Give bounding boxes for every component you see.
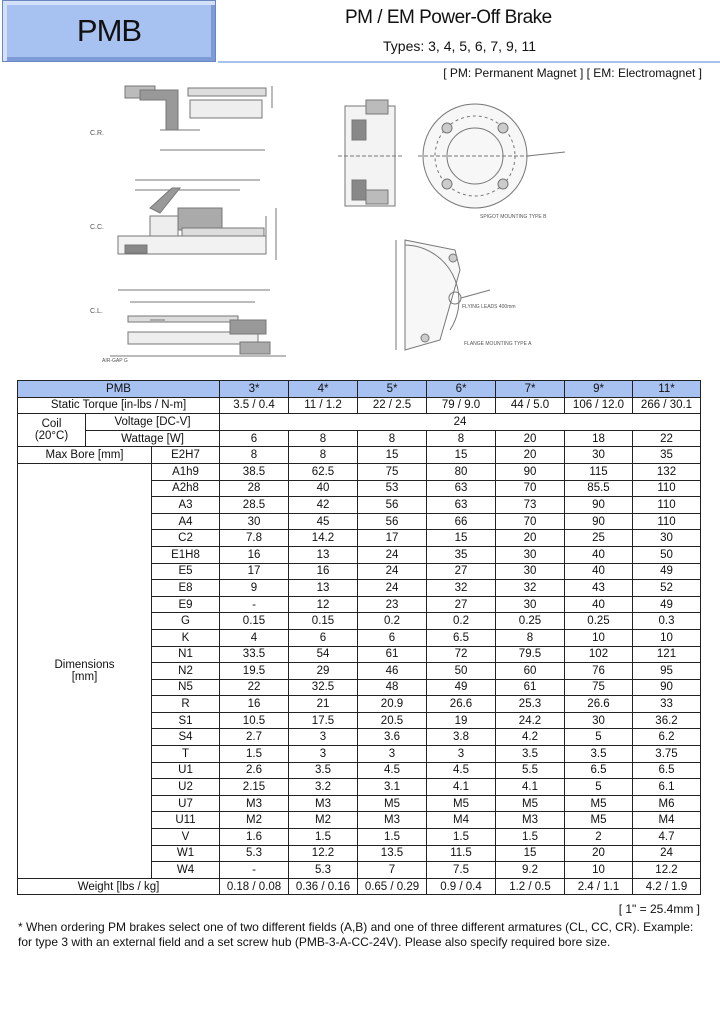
wattage-value: 6	[220, 430, 289, 447]
dimension-value: 3.6	[358, 729, 427, 746]
dimension-value: 4	[220, 629, 289, 646]
size-header: 5*	[358, 381, 427, 398]
dimension-value: 13.5	[358, 845, 427, 862]
dimension-value: 4.5	[358, 762, 427, 779]
dimension-value: 2.15	[220, 779, 289, 796]
dimension-value: 21	[289, 696, 358, 713]
dimension-value: 3.8	[427, 729, 496, 746]
dimension-value: 40	[565, 546, 633, 563]
max-bore-value: 8	[289, 447, 358, 464]
spec-table	[17, 380, 701, 895]
dimension-symbol: W1	[152, 845, 220, 862]
weight-value: 1.2 / 0.5	[496, 878, 565, 895]
dimension-value: 35	[427, 546, 496, 563]
dimension-value: 0.25	[496, 613, 565, 630]
dimension-value: 62.5	[289, 463, 358, 480]
weight-value: 0.36 / 0.16	[289, 878, 358, 895]
dimension-symbol: S4	[152, 729, 220, 746]
label-flying-leads: FLYING LEADS 400mm	[462, 304, 516, 310]
dimension-value: 20.5	[358, 712, 427, 729]
dimension-value: 19.5	[220, 663, 289, 680]
dimension-value: 19	[427, 712, 496, 729]
wattage-label: Wattage [W]	[86, 430, 220, 447]
dimension-value: 12.2	[289, 845, 358, 862]
dimension-value: M5	[427, 795, 496, 812]
weight-label: Weight [lbs / kg]	[18, 878, 220, 895]
dimension-value: 26.6	[565, 696, 633, 713]
wattage-value: 8	[289, 430, 358, 447]
dimension-value: 40	[289, 480, 358, 497]
dimension-value: 1.5	[427, 829, 496, 846]
weight-value: 0.65 / 0.29	[358, 878, 427, 895]
dimension-value: 10	[565, 862, 633, 879]
label-cc: C.C.	[90, 224, 104, 231]
torque-value: 79 / 9.0	[427, 397, 496, 414]
dimension-value: 16	[289, 563, 358, 580]
dimension-value: 1.5	[289, 829, 358, 846]
dimension-value: 27	[427, 596, 496, 613]
max-bore-value: 8	[220, 447, 289, 464]
dimension-value: 24.2	[496, 712, 565, 729]
dimension-value: 9	[220, 580, 289, 597]
label-spigot: SPIGOT MOUNTING TYPE B	[480, 214, 547, 220]
dimension-value: 7.5	[427, 862, 496, 879]
dimension-value: 6.1	[633, 779, 701, 796]
label-cl: C.L.	[90, 308, 103, 315]
dimension-symbol: U7	[152, 795, 220, 812]
drawing-side	[338, 100, 402, 206]
dimension-value: 75	[358, 463, 427, 480]
coil-label	[18, 414, 86, 447]
dimension-value: 45	[289, 513, 358, 530]
dimension-value: 90	[565, 497, 633, 514]
dimension-symbol: W4	[152, 862, 220, 879]
dimension-value: 6.2	[633, 729, 701, 746]
dimension-value: 115	[565, 463, 633, 480]
dimension-value: M4	[633, 812, 701, 829]
size-header: 6*	[427, 381, 496, 398]
dimension-value: 49	[427, 679, 496, 696]
dimension-value: 60	[496, 663, 565, 680]
max-bore-value: 35	[633, 447, 701, 464]
unit-conversion: [ 1" = 25.4mm ]	[618, 902, 700, 916]
dimension-value: 6.5	[633, 762, 701, 779]
dimension-value: 16	[220, 696, 289, 713]
dimension-value: 30	[496, 596, 565, 613]
dimension-value: 10	[633, 629, 701, 646]
dimension-value: 3.2	[289, 779, 358, 796]
max-bore-label: Max Bore [mm]	[18, 447, 152, 464]
dimension-value: 17	[358, 530, 427, 547]
dimension-row	[18, 463, 701, 480]
dimension-value: 15	[427, 530, 496, 547]
dimension-value: 16	[220, 546, 289, 563]
dimension-value: 7.8	[220, 530, 289, 547]
max-bore-row	[18, 447, 701, 464]
dimension-value: 80	[427, 463, 496, 480]
dimension-value: 28.5	[220, 497, 289, 514]
dimension-value: 79.5	[496, 646, 565, 663]
dimension-value: 38.5	[220, 463, 289, 480]
dimension-value: 6.5	[565, 762, 633, 779]
legend: [ PM: Permanent Magnet ] [ EM: Electromagnet ]	[443, 66, 702, 80]
dimension-symbol: K	[152, 629, 220, 646]
dimension-value: M6	[633, 795, 701, 812]
dimension-value: 13	[289, 546, 358, 563]
dimension-value: M5	[358, 795, 427, 812]
dimension-symbol: T	[152, 746, 220, 763]
dimension-value: M3	[358, 812, 427, 829]
dimension-value: 75	[565, 679, 633, 696]
dimension-value: 32	[427, 580, 496, 597]
dimension-value: M4	[427, 812, 496, 829]
dimension-value: 5	[565, 729, 633, 746]
size-header: 9*	[565, 381, 633, 398]
dimension-value: 3.75	[633, 746, 701, 763]
dimension-value: 29	[289, 663, 358, 680]
dimension-value: 3.5	[565, 746, 633, 763]
dimension-value: M5	[565, 795, 633, 812]
dimension-symbol: U1	[152, 762, 220, 779]
dimension-value: 85.5	[565, 480, 633, 497]
dimension-value: 2.6	[220, 762, 289, 779]
dimension-symbol: E5	[152, 563, 220, 580]
dimension-value: 56	[358, 497, 427, 514]
torque-value: 3.5 / 0.4	[220, 397, 289, 414]
dimension-value: 40	[565, 596, 633, 613]
ordering-note: * When ordering PM brakes select one of two different fields (A,B) and one of three different armatures (CL, CC, CR). Example: for type 3 with an external field and a set screw hub (PMB-3-A-CC-24V). Please also specify required bore size.	[18, 920, 694, 949]
dimension-value: 14.2	[289, 530, 358, 547]
torque-value: 22 / 2.5	[358, 397, 427, 414]
dimension-symbol: R	[152, 696, 220, 713]
dimension-value: 121	[633, 646, 701, 663]
dimension-value: 48	[358, 679, 427, 696]
dimension-value: 95	[633, 663, 701, 680]
table-header-row	[18, 381, 701, 398]
label-cr: C.R.	[90, 130, 104, 137]
dimension-value: 4.5	[427, 762, 496, 779]
dimension-value: 8	[496, 629, 565, 646]
torque-value: 44 / 5.0	[496, 397, 565, 414]
dimension-value: 50	[633, 546, 701, 563]
dimension-symbol: N2	[152, 663, 220, 680]
dimension-value: 1.5	[358, 829, 427, 846]
dimension-value: 0.2	[358, 613, 427, 630]
dimension-value: 30	[496, 563, 565, 580]
drawing-spigot	[418, 104, 565, 208]
dimension-value: 43	[565, 580, 633, 597]
dimension-value: M5	[565, 812, 633, 829]
dimension-value: 27	[427, 563, 496, 580]
dimension-value: 15	[496, 845, 565, 862]
dimension-value: 46	[358, 663, 427, 680]
dimension-value: 33	[633, 696, 701, 713]
wattage-value: 8	[358, 430, 427, 447]
size-header: 4*	[289, 381, 358, 398]
dimension-value: 90	[496, 463, 565, 480]
dimension-value: 6	[289, 629, 358, 646]
weight-value: 0.9 / 0.4	[427, 878, 496, 895]
dimension-symbol: U11	[152, 812, 220, 829]
dimension-value: 24	[633, 845, 701, 862]
wattage-value: 8	[427, 430, 496, 447]
dimension-value: 30	[496, 546, 565, 563]
dimension-value: 3	[358, 746, 427, 763]
dimension-value: 110	[633, 497, 701, 514]
dimension-value: 24	[358, 580, 427, 597]
dimension-value: 24	[358, 546, 427, 563]
drawing-cl	[110, 290, 286, 356]
dimension-value: 0.15	[220, 613, 289, 630]
dimension-value: 2	[565, 829, 633, 846]
dimension-value: 73	[496, 497, 565, 514]
dimension-symbol: A2h8	[152, 480, 220, 497]
voltage-value: 24	[220, 414, 701, 431]
dimension-value: 12	[289, 596, 358, 613]
dimension-value: 63	[427, 480, 496, 497]
dimension-value: 1.5	[220, 746, 289, 763]
voltage-label: Voltage [DC-V]	[86, 414, 220, 431]
dimension-value: 0.3	[633, 613, 701, 630]
wattage-row	[18, 430, 701, 447]
dimension-value: 5	[565, 779, 633, 796]
drawing-cc	[118, 180, 276, 260]
page-title: PM / EM Power-Off Brake	[345, 7, 552, 28]
size-header: 11*	[633, 381, 701, 398]
max-bore-value: 20	[496, 447, 565, 464]
dimension-value: 3	[289, 746, 358, 763]
dimension-value: 70	[496, 480, 565, 497]
types-line: Types: 3, 4, 5, 6, 7, 9, 11	[383, 38, 537, 54]
drawing-cr	[125, 86, 272, 150]
dimension-value: 4.7	[633, 829, 701, 846]
dimension-value: M2	[289, 812, 358, 829]
dimension-value: 63	[427, 497, 496, 514]
dimensions-label	[18, 463, 152, 878]
dimensions-label-2: [mm]	[71, 670, 98, 683]
dimension-value: 24	[358, 563, 427, 580]
dimension-value: 22	[220, 679, 289, 696]
dimension-value: 66	[427, 513, 496, 530]
dimension-value: M5	[496, 795, 565, 812]
label-air-gap: AIR-GAP G	[102, 358, 128, 364]
torque-value: 11 / 1.2	[289, 397, 358, 414]
torque-value: 106 / 12.0	[565, 397, 633, 414]
dimension-value: 90	[565, 513, 633, 530]
product-code-tab	[2, 0, 216, 62]
dimension-value: 17.5	[289, 712, 358, 729]
dimension-value: 72	[427, 646, 496, 663]
dimension-value: 132	[633, 463, 701, 480]
max-bore-value: 30	[565, 447, 633, 464]
dimension-value: 3.5	[496, 746, 565, 763]
dimension-value: 10	[565, 629, 633, 646]
weight-value: 4.2 / 1.9	[633, 878, 701, 895]
dimension-symbol: E8	[152, 580, 220, 597]
dimension-value: 4.2	[496, 729, 565, 746]
dimension-value: M3	[289, 795, 358, 812]
product-code: PMB	[76, 13, 142, 48]
torque-value: 266 / 30.1	[633, 397, 701, 414]
dimension-value: 110	[633, 513, 701, 530]
dimension-value: 52	[633, 580, 701, 597]
dimension-value: 28	[220, 480, 289, 497]
dimension-value: 5.3	[220, 845, 289, 862]
dimension-value: M3	[496, 812, 565, 829]
dimension-symbol: E9	[152, 596, 220, 613]
dimension-value: 5.5	[496, 762, 565, 779]
dimension-symbol: N1	[152, 646, 220, 663]
dimension-value: 6.5	[427, 629, 496, 646]
dimension-value: 11.5	[427, 845, 496, 862]
dimension-value: 10.5	[220, 712, 289, 729]
dimension-symbol: N5	[152, 679, 220, 696]
header-label: PMB	[18, 381, 220, 398]
dimension-value: 4.1	[427, 779, 496, 796]
dimension-value: 102	[565, 646, 633, 663]
dimension-value: 32.5	[289, 679, 358, 696]
dimension-value: 3	[289, 729, 358, 746]
dimension-symbol: A1h9	[152, 463, 220, 480]
voltage-row	[18, 414, 701, 431]
size-header: 3*	[220, 381, 289, 398]
wattage-value: 18	[565, 430, 633, 447]
coil-label-2: (20°C)	[34, 430, 69, 443]
dimension-value: 0.2	[427, 613, 496, 630]
dimension-symbol: V	[152, 829, 220, 846]
dimension-value: 1.6	[220, 829, 289, 846]
dimension-symbol: E1H8	[152, 546, 220, 563]
dimension-value: 20	[496, 530, 565, 547]
dimension-symbol: S1	[152, 712, 220, 729]
dimension-symbol: G	[152, 613, 220, 630]
dimension-value: 30	[565, 712, 633, 729]
dimension-value: 49	[633, 596, 701, 613]
dimension-value: 53	[358, 480, 427, 497]
dimension-value: 110	[633, 480, 701, 497]
dimension-value: 25.3	[496, 696, 565, 713]
torque-label: Static Torque [in-lbs / N-m]	[18, 397, 220, 414]
dimension-value: 23	[358, 596, 427, 613]
weight-row	[18, 878, 701, 895]
dimension-symbol: U2	[152, 779, 220, 796]
wattage-value: 20	[496, 430, 565, 447]
max-bore-value: 15	[358, 447, 427, 464]
max-bore-value: 15	[427, 447, 496, 464]
dimension-value: 40	[565, 563, 633, 580]
dimension-value: 3.1	[358, 779, 427, 796]
dimension-value: 12.2	[633, 862, 701, 879]
dimension-symbol: C2	[152, 530, 220, 547]
dimension-value: 36.2	[633, 712, 701, 729]
dimension-value: 5.3	[289, 862, 358, 879]
dimension-value: 20.9	[358, 696, 427, 713]
coil-label-1: Coil	[41, 418, 62, 431]
dimension-value: 1.5	[496, 829, 565, 846]
drawing-flange	[396, 240, 490, 350]
size-header: 7*	[496, 381, 565, 398]
dimension-value: 3	[427, 746, 496, 763]
dimension-value: 54	[289, 646, 358, 663]
wattage-value: 22	[633, 430, 701, 447]
dimension-value: 30	[633, 530, 701, 547]
dimension-value: 56	[358, 513, 427, 530]
dimension-value: -	[220, 862, 289, 879]
technical-drawings	[0, 80, 720, 376]
dimension-value: M3	[220, 795, 289, 812]
dimension-value: M2	[220, 812, 289, 829]
dimension-value: 9.2	[496, 862, 565, 879]
dimension-value: -	[220, 596, 289, 613]
dimensions-label-1: Dimensions	[54, 658, 115, 671]
dimension-symbol: A3	[152, 497, 220, 514]
dimension-value: 61	[496, 679, 565, 696]
label-flange: FLANGE MOUNTING TYPE A	[464, 341, 532, 347]
dimension-value: 42	[289, 497, 358, 514]
dimension-value: 32	[496, 580, 565, 597]
dimension-value: 20	[565, 845, 633, 862]
dimension-value: 76	[565, 663, 633, 680]
max-bore-symbol: E2H7	[152, 447, 220, 464]
weight-value: 0.18 / 0.08	[220, 878, 289, 895]
dimension-value: 3.5	[289, 762, 358, 779]
dimension-value: 13	[289, 580, 358, 597]
dimension-value: 0.25	[565, 613, 633, 630]
dimension-value: 61	[358, 646, 427, 663]
dimension-symbol: A4	[152, 513, 220, 530]
dimension-value: 90	[633, 679, 701, 696]
dimension-value: 33.5	[220, 646, 289, 663]
dimension-value: 25	[565, 530, 633, 547]
torque-row	[18, 397, 701, 414]
dimension-value: 0.15	[289, 613, 358, 630]
dimension-value: 50	[427, 663, 496, 680]
dimension-value: 7	[358, 862, 427, 879]
dimension-value: 30	[220, 513, 289, 530]
dimension-value: 70	[496, 513, 565, 530]
dimension-value: 17	[220, 563, 289, 580]
weight-value: 2.4 / 1.1	[565, 878, 633, 895]
dimension-value: 49	[633, 563, 701, 580]
dimension-value: 6	[358, 629, 427, 646]
header-rule	[218, 61, 720, 63]
dimension-value: 4.1	[496, 779, 565, 796]
dimension-value: 26.6	[427, 696, 496, 713]
dimension-value: 2.7	[220, 729, 289, 746]
